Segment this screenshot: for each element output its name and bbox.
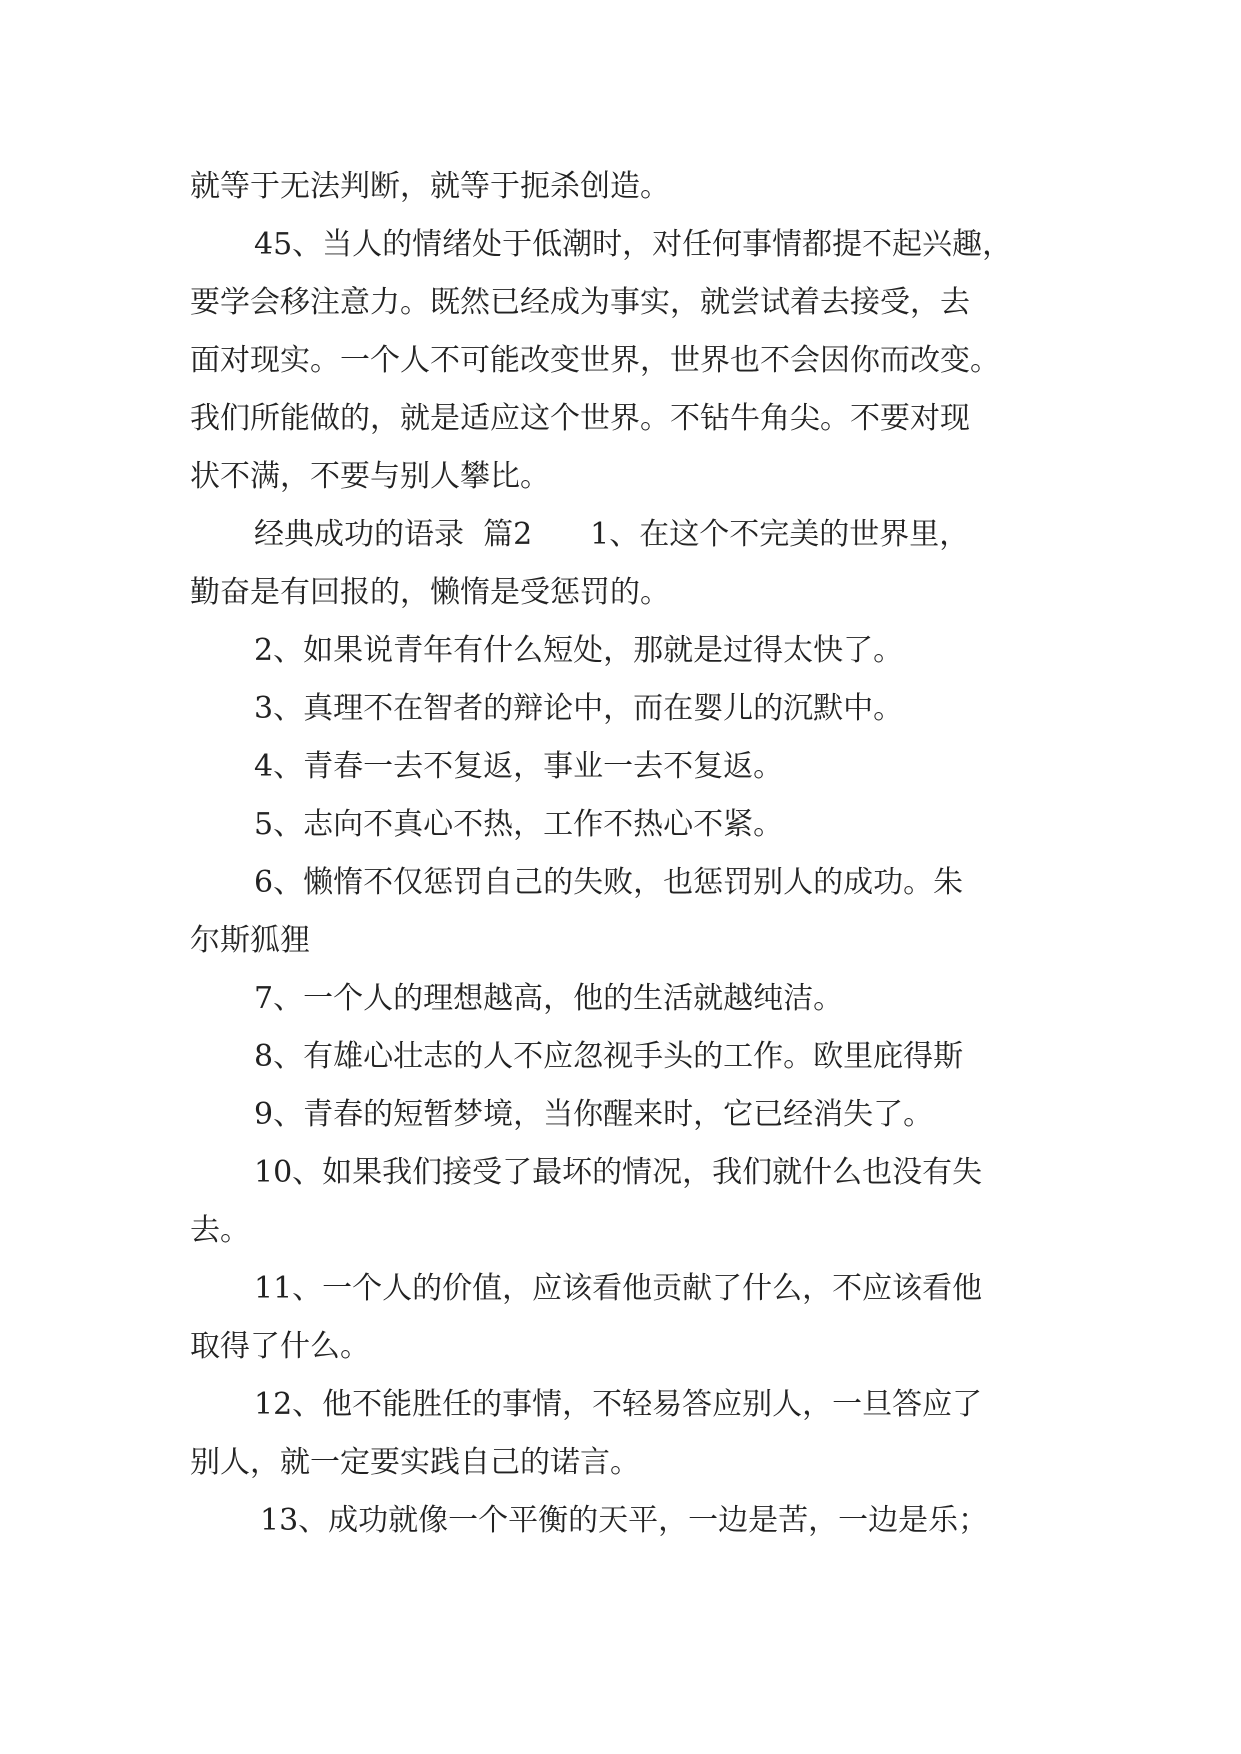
paragraph-quote-12 <box>190 1376 1060 1492</box>
text-line: 11、一个人的价值，应该看他贡献了什么，不应该看他 <box>254 1271 983 1306</box>
paragraph-quote-10 <box>190 1144 1060 1260</box>
text-line: 10、如果我们接受了最坏的情况，我们就什么也没有失 <box>254 1155 983 1190</box>
paragraph-quote-4 <box>190 738 1060 796</box>
document-body <box>190 158 1060 1550</box>
text-line: 8、有雄心壮志的人不应忽视手头的工作。欧里庇得斯 <box>254 1039 964 1074</box>
paragraph-quote-3 <box>190 680 1060 738</box>
text-line: 2、如果说青年有什么短处，那就是过得太快了。 <box>254 633 904 668</box>
text-line: 勤奋是有回报的，懒惰是受惩罚的。 <box>190 575 670 610</box>
text-line: 5、志向不真心不热，工作不热心不紧。 <box>254 807 784 842</box>
text-line: 9、青春的短暂梦境，当你醒来时，它已经消失了。 <box>254 1097 934 1132</box>
text-line: 就等于无法判断，就等于扼杀创造。 <box>190 169 670 204</box>
text-line: 45、当人的情绪处于低潮时，对任何事情都提不起兴趣， <box>254 227 1013 262</box>
text-line: 去。 <box>190 1213 250 1248</box>
paragraph-quote-45 <box>190 216 1060 506</box>
paragraph-quote-13 <box>190 1492 1060 1550</box>
paragraph-section-heading <box>190 506 1060 622</box>
paragraph-quote-9 <box>190 1086 1060 1144</box>
text-line: 13、成功就像一个平衡的天平，一边是苦，一边是乐； <box>260 1503 989 1538</box>
text-line: 3、真理不在智者的辩论中，而在婴儿的沉默中。 <box>254 691 904 726</box>
text-line: 面对现实。一个人不可能改变世界，世界也不会因你而改变。 <box>190 343 1000 378</box>
paragraph-quote-5 <box>190 796 1060 854</box>
text-line: 4、青春一去不复返，事业一去不复返。 <box>254 749 784 784</box>
text-line: 7、一个人的理想越高，他的生活就越纯洁。 <box>254 981 844 1016</box>
text-line <box>190 506 1060 564</box>
text-line: 尔斯狐狸 <box>190 923 310 958</box>
paragraph-continuation <box>190 158 1060 216</box>
text-line: 6、懒惰不仅惩罚自己的失败，也惩罚别人的成功。朱 <box>254 865 964 900</box>
text-line: 要学会移注意力。既然已经成为事实，就尝试着去接受，去 <box>190 285 970 320</box>
text-line: 别人，就一定要实践自己的诺言。 <box>190 1445 640 1480</box>
text-line: 12、他不能胜任的事情，不轻易答应别人，一旦答应了 <box>254 1387 983 1422</box>
quote-1-start: 1、在这个不完美的世界里， <box>590 517 970 552</box>
paragraph-quote-8 <box>190 1028 1060 1086</box>
paragraph-quote-7 <box>190 970 1060 1028</box>
section-heading: 经典成功的语录 篇2 <box>254 517 533 552</box>
text-line: 取得了什么。 <box>190 1329 370 1364</box>
text-line: 我们所能做的，就是适应这个世界。不钻牛角尖。不要对现 <box>190 401 970 436</box>
paragraph-quote-11 <box>190 1260 1060 1376</box>
paragraph-quote-6 <box>190 854 1060 970</box>
text-line: 状不满，不要与别人攀比。 <box>190 459 550 494</box>
paragraph-quote-2 <box>190 622 1060 680</box>
